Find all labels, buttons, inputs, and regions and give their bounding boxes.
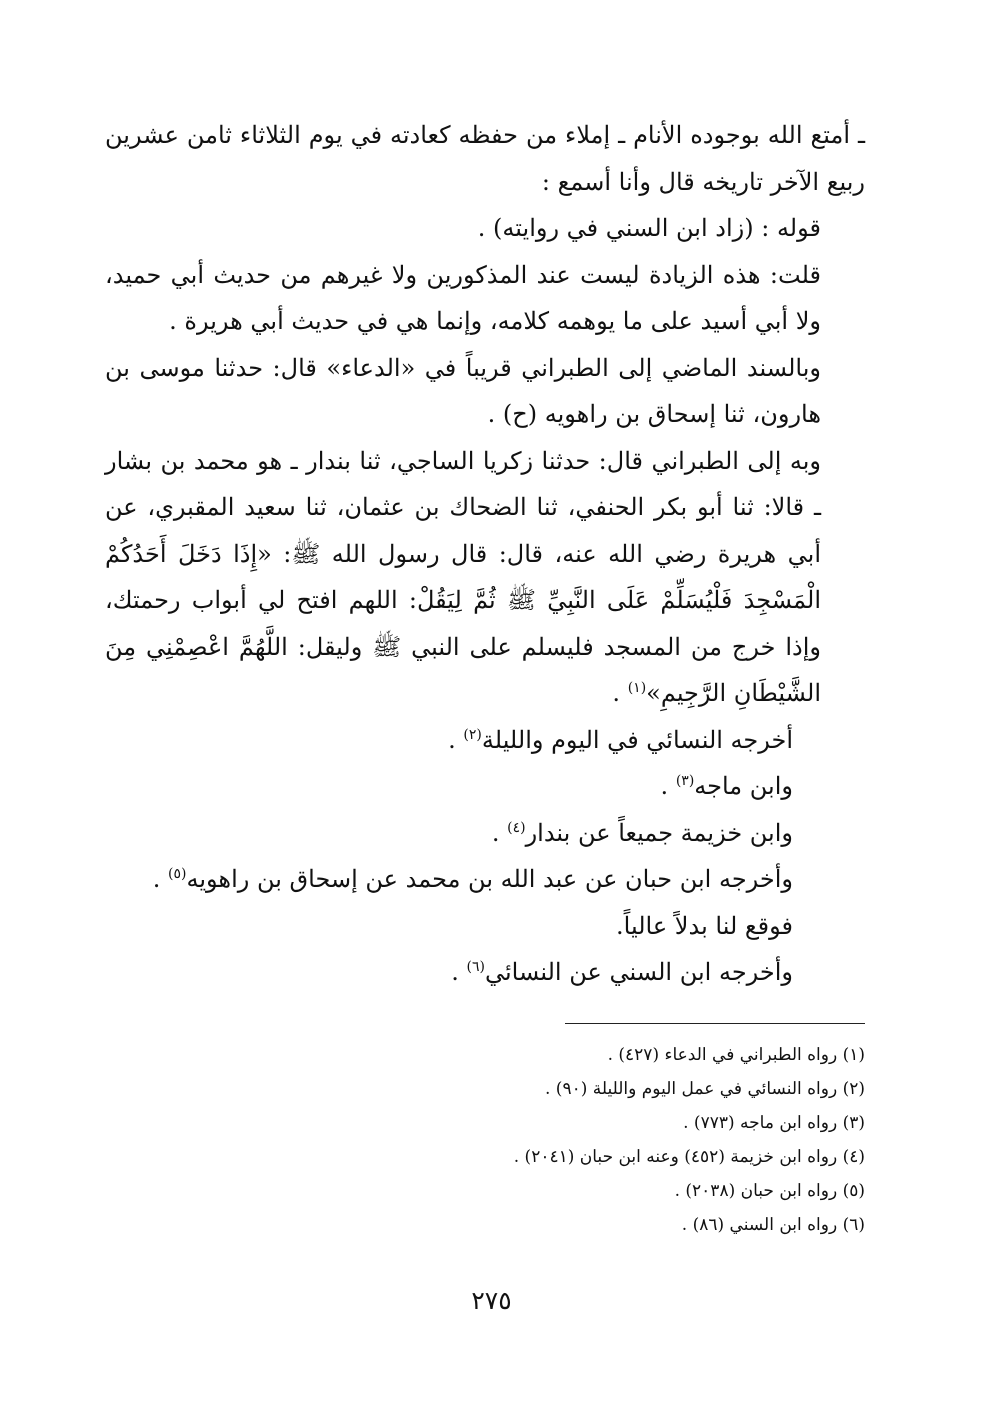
footnote-ref: (٦) [466, 959, 485, 975]
footnote-ref: (١) [627, 680, 647, 696]
paragraph-hadith: وبه إلى الطبراني قال: حدثنا زكريا الساجي، ثنا بندار ـ هو محمد بن بشار ـ قالا: ثنا أبو بكر الحنفي، ثنا الضحاك بن عثمان، ثنا سعيد المقبري، عن أبي هريرة رضي الله عنه، قال: قال رسول الله ﷺ: «إِذَا دَخَلَ أَحَدُكُمْ الْمَسْجِدَ فَلْيُسَلِّمْ عَلَى النَّبِيِّ ﷺ ثُمَّ لِيَقُلْ: اللهم افتح لي أبواب رحمتك، وإذا خرج من المسجد فليسلم على النبي ﷺ وليقل: اللَّهُمَّ اعْصِمْنِي مِنَ الشَّيْطَانِ الرَّجِيمِ»$^{(١)}$ . [105, 446, 821, 707]
main-text-body [105, 112, 865, 996]
paragraph-opening: ـ أمتع الله بوجوده الأنام ـ إملاء من حفظه كعادته في يوم الثلاثاء ثامن عشرين ربيع الآخر تاريخه قال وأنا أسمع : [105, 121, 865, 196]
footnote-divider [565, 1023, 865, 1024]
footnote-5: (٥) رواه ابن حبان (٢٠٣٨) . [674, 1181, 865, 1201]
footnote-6: (٦) رواه ابن السني (٨٦) . [681, 1215, 865, 1235]
footnote-2: (٢) رواه النسائي في عمل اليوم والليلة (٩٠) . [544, 1079, 865, 1099]
footnote-ref: (٣) [675, 773, 695, 789]
takhrij-line-2: وابن ماجه$^{(٣)}$ . [660, 772, 793, 800]
footnote-1: (١) رواه الطبراني في الدعاء (٤٢٧) . [607, 1045, 865, 1065]
paragraph-isnad-one: وبالسند الماضي إلى الطبراني قريباً في «الدعاء» قال: حدثنا موسى بن هارون، ثنا إسحاق بن راهويه (ح) . [105, 353, 821, 428]
takhrij-line-4: وأخرجه ابن حبان عن عبد الله بن محمد عن إسحاق بن راهويه$^{(٥)}$ . [152, 865, 793, 893]
takhrij-line-6: وأخرجه ابن السني عن النسائي$^{(٦)}$ . [451, 958, 793, 986]
footnotes-section [105, 1038, 865, 1242]
page-number: ٢٧٥ [471, 1286, 512, 1315]
footnote-ref: (٥) [168, 866, 187, 882]
footnote-3: (٣) رواه ابن ماجه (٧٧٣) . [683, 1113, 865, 1133]
takhrij-line-1: أخرجه النسائي في اليوم والليلة$^{(٢)}$ . [448, 725, 793, 754]
footnote-ref: (٤) [507, 819, 526, 836]
takhrij-line-3: وابن خزيمة جميعاً عن بندار$^{(٤)}$ . [491, 818, 793, 847]
footnote-ref: (٢) [463, 726, 482, 743]
paragraph-comment: قلت: هذه الزيادة ليست عند المذكورين ولا غيرهم من حديث أبي حميد، ولا أبي أسيد على ما يوهمه كلامه، وإنما هي في حديث أبي هريرة . [105, 260, 821, 335]
takhrij-line-5: فوقع لنا بدلاً عالياً. [616, 911, 793, 940]
footnote-4: (٤) رواه ابن خزيمة (٤٥٢) وعنه ابن حبان (٢٠٤١) . [513, 1147, 865, 1167]
paragraph-quote: قوله : (زاد ابن السني في روايته) . [477, 214, 821, 242]
